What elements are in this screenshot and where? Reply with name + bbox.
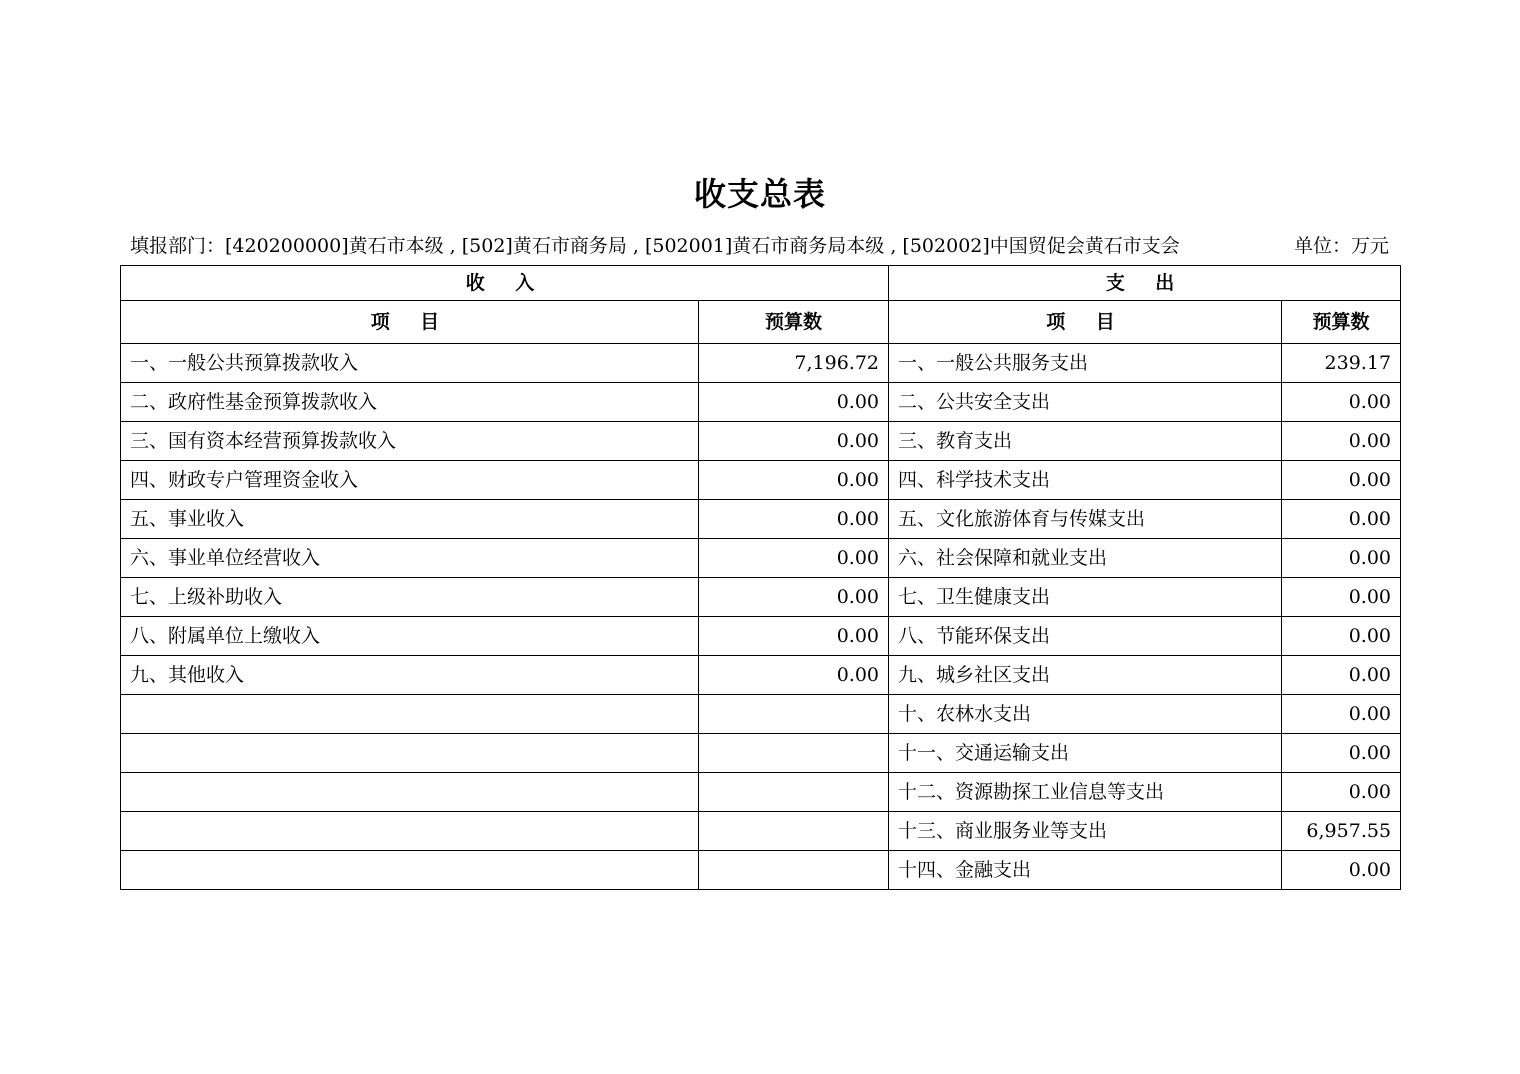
- expense-value-cell: 0.00: [1282, 578, 1401, 617]
- income-item-cell: 五、事业收入: [121, 500, 699, 539]
- income-budget-header: 预算数: [699, 301, 889, 344]
- income-value-cell: 0.00: [699, 656, 889, 695]
- expense-value-cell: 0.00: [1282, 383, 1401, 422]
- income-item-cell: 六、事业单位经营收入: [121, 539, 699, 578]
- table-row: [121, 344, 1401, 383]
- column-header-row: [121, 301, 1401, 344]
- page-title: 收支总表: [693, 175, 826, 213]
- income-item-cell: [121, 812, 699, 851]
- expense-value-cell: 0.00: [1282, 773, 1401, 812]
- income-item-header: 项目: [121, 301, 699, 344]
- expense-item-cell: 十四、金融支出: [889, 851, 1282, 890]
- expense-item-cell: 十二、资源勘探工业信息等支出: [889, 773, 1282, 812]
- section-header-row: [121, 266, 1401, 301]
- income-value-cell: 0.00: [699, 422, 889, 461]
- income-item-cell: [121, 773, 699, 812]
- expense-budget-header: 预算数: [1282, 301, 1401, 344]
- table-row: [121, 500, 1401, 539]
- expense-item-cell: 十一、交通运输支出: [889, 734, 1282, 773]
- income-value-cell: 0.00: [699, 500, 889, 539]
- income-item-cell: [121, 695, 699, 734]
- expense-value-cell: 0.00: [1282, 539, 1401, 578]
- table-row: [121, 422, 1401, 461]
- expense-item-cell: 八、节能环保支出: [889, 617, 1282, 656]
- expense-value-cell: 0.00: [1282, 734, 1401, 773]
- income-value-cell: [699, 812, 889, 851]
- expense-value-cell: 0.00: [1282, 461, 1401, 500]
- table-row: [121, 383, 1401, 422]
- expense-item-cell: 四、科学技术支出: [889, 461, 1282, 500]
- income-value-cell: 0.00: [699, 578, 889, 617]
- table-row: [121, 539, 1401, 578]
- expense-value-cell: 0.00: [1282, 656, 1401, 695]
- expense-section-header: 支出: [889, 266, 1401, 301]
- income-value-cell: [699, 734, 889, 773]
- table-row: [121, 773, 1401, 812]
- income-item-cell: 九、其他收入: [121, 656, 699, 695]
- income-item-cell: [121, 851, 699, 890]
- income-item-cell: 八、附属单位上缴收入: [121, 617, 699, 656]
- expense-item-cell: 一、一般公共服务支出: [889, 344, 1282, 383]
- budget-summary-table: [120, 265, 1401, 890]
- expense-item-cell: 三、教育支出: [889, 422, 1282, 461]
- expense-value-cell: 239.17: [1282, 344, 1401, 383]
- income-value-cell: 0.00: [699, 539, 889, 578]
- income-value-cell: 7,196.72: [699, 344, 889, 383]
- expense-item-cell: 六、社会保障和就业支出: [889, 539, 1282, 578]
- income-item-cell: 一、一般公共预算拨款收入: [121, 344, 699, 383]
- income-value-cell: 0.00: [699, 383, 889, 422]
- expense-item-header: 项目: [889, 301, 1282, 344]
- income-value-cell: [699, 773, 889, 812]
- expense-value-cell: 0.00: [1282, 617, 1401, 656]
- expense-value-cell: 0.00: [1282, 422, 1401, 461]
- filing-department: 填报部门：[420200000]黄石市本级 , [502]黄石市商务局 , [502001]黄石市商务局本级 , [502002]中国贸促会黄石市支会: [130, 235, 1180, 257]
- income-item-cell: 七、上级补助收入: [121, 578, 699, 617]
- income-value-cell: 0.00: [699, 461, 889, 500]
- table-row: [121, 656, 1401, 695]
- income-section-header: 收入: [121, 266, 889, 301]
- income-item-cell: 二、政府性基金预算拨款收入: [121, 383, 699, 422]
- table-row: [121, 695, 1401, 734]
- expense-item-cell: 五、文化旅游体育与传媒支出: [889, 500, 1282, 539]
- expense-item-cell: 七、卫生健康支出: [889, 578, 1282, 617]
- table-row: [121, 617, 1401, 656]
- expense-item-cell: 十、农林水支出: [889, 695, 1282, 734]
- unit-label: 单位：万元: [1293, 235, 1389, 257]
- income-value-cell: [699, 695, 889, 734]
- table-row: [121, 851, 1401, 890]
- table-row: [121, 578, 1401, 617]
- expense-item-cell: 二、公共安全支出: [889, 383, 1282, 422]
- expense-value-cell: 0.00: [1282, 695, 1401, 734]
- table-row: [121, 734, 1401, 773]
- table-row: [121, 812, 1401, 851]
- table-row: [121, 461, 1401, 500]
- expense-item-cell: 十三、商业服务业等支出: [889, 812, 1282, 851]
- expense-item-cell: 九、城乡社区支出: [889, 656, 1282, 695]
- income-item-cell: 四、财政专户管理资金收入: [121, 461, 699, 500]
- expense-value-cell: 6,957.55: [1282, 812, 1401, 851]
- income-item-cell: 三、国有资本经营预算拨款收入: [121, 422, 699, 461]
- income-value-cell: [699, 851, 889, 890]
- income-item-cell: [121, 734, 699, 773]
- expense-value-cell: 0.00: [1282, 500, 1401, 539]
- expense-value-cell: 0.00: [1282, 851, 1401, 890]
- table-body: [121, 266, 1401, 890]
- income-value-cell: 0.00: [699, 617, 889, 656]
